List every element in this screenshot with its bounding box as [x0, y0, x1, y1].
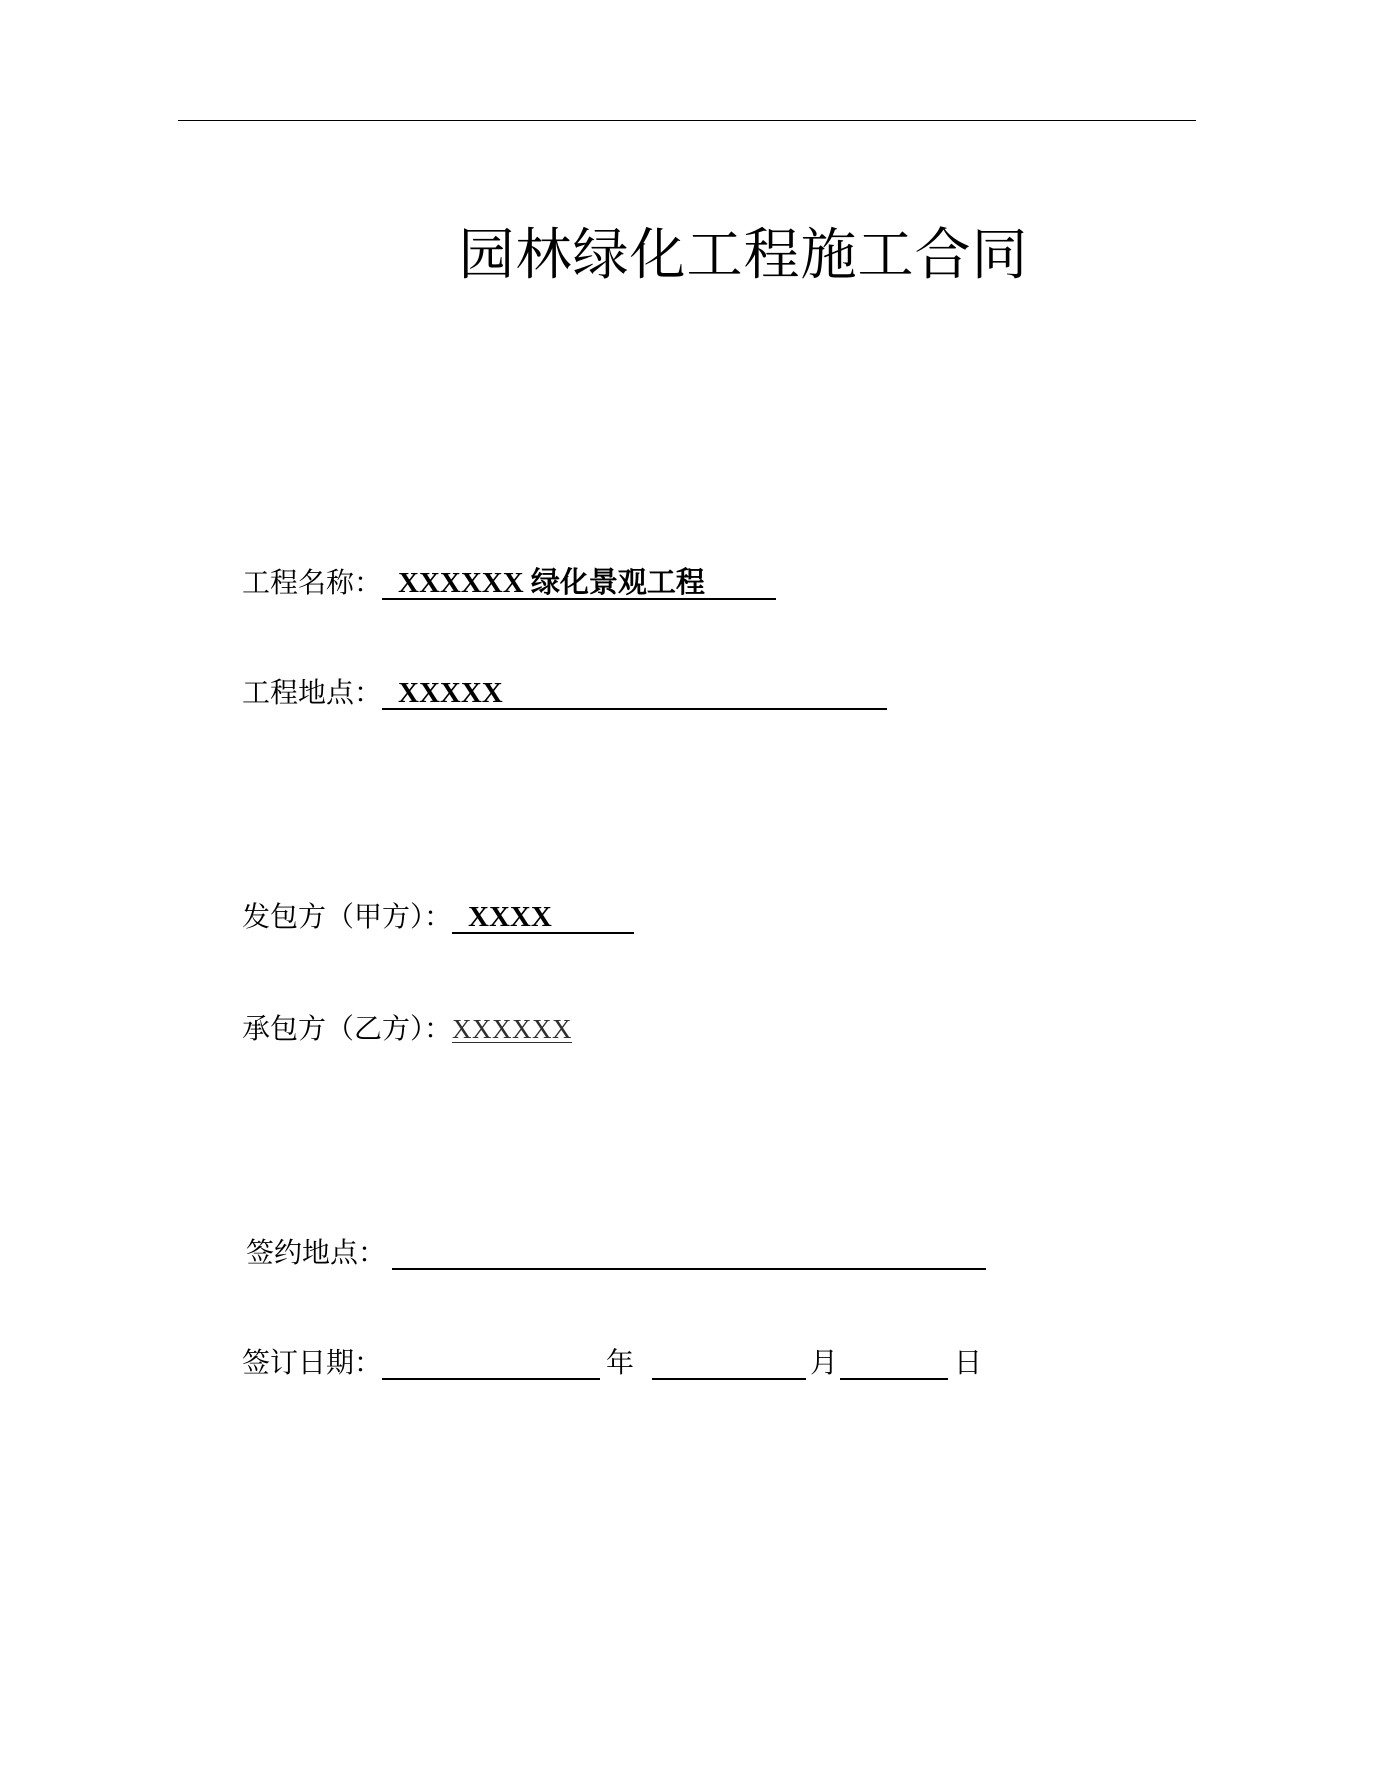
party-b-value[interactable]: XXXXXX — [452, 1014, 573, 1044]
year-unit: 年 — [606, 1346, 635, 1379]
signing-place-label: 签约地点： — [246, 1236, 387, 1269]
month-unit: 月 — [810, 1346, 839, 1379]
project-location-label: 工程地点： — [242, 676, 383, 709]
signing-date-month-field[interactable] — [652, 1346, 806, 1380]
party-b-label: 承包方（乙方）： — [242, 1012, 453, 1045]
party-a-field[interactable] — [452, 900, 634, 934]
project-name-row — [242, 556, 776, 600]
party-a-row — [242, 890, 634, 934]
project-location-value: XXXXX — [398, 677, 503, 709]
signing-date-day-field[interactable] — [840, 1346, 948, 1380]
project-name-value: XXXXXX 绿化景观工程 — [398, 567, 705, 599]
header-rule — [178, 120, 1196, 121]
signing-place-value — [392, 1237, 408, 1269]
signing-date-label: 签订日期： — [242, 1346, 383, 1379]
signing-place-row — [246, 1226, 986, 1270]
document-title: 园林绿化工程施工合同 — [458, 223, 1029, 288]
project-location-row — [242, 666, 887, 710]
signing-date-row — [242, 1336, 988, 1380]
party-b-row — [242, 1002, 572, 1046]
project-name-field[interactable] — [382, 566, 776, 600]
project-location-field[interactable] — [382, 676, 887, 710]
signing-place-field[interactable] — [392, 1236, 986, 1270]
party-a-value: XXXX — [468, 901, 552, 933]
project-name-label: 工程名称： — [242, 566, 383, 599]
party-a-label: 发包方（甲方）： — [242, 900, 453, 933]
signing-date-year-field[interactable] — [382, 1346, 600, 1380]
day-unit: 日 — [954, 1346, 983, 1379]
